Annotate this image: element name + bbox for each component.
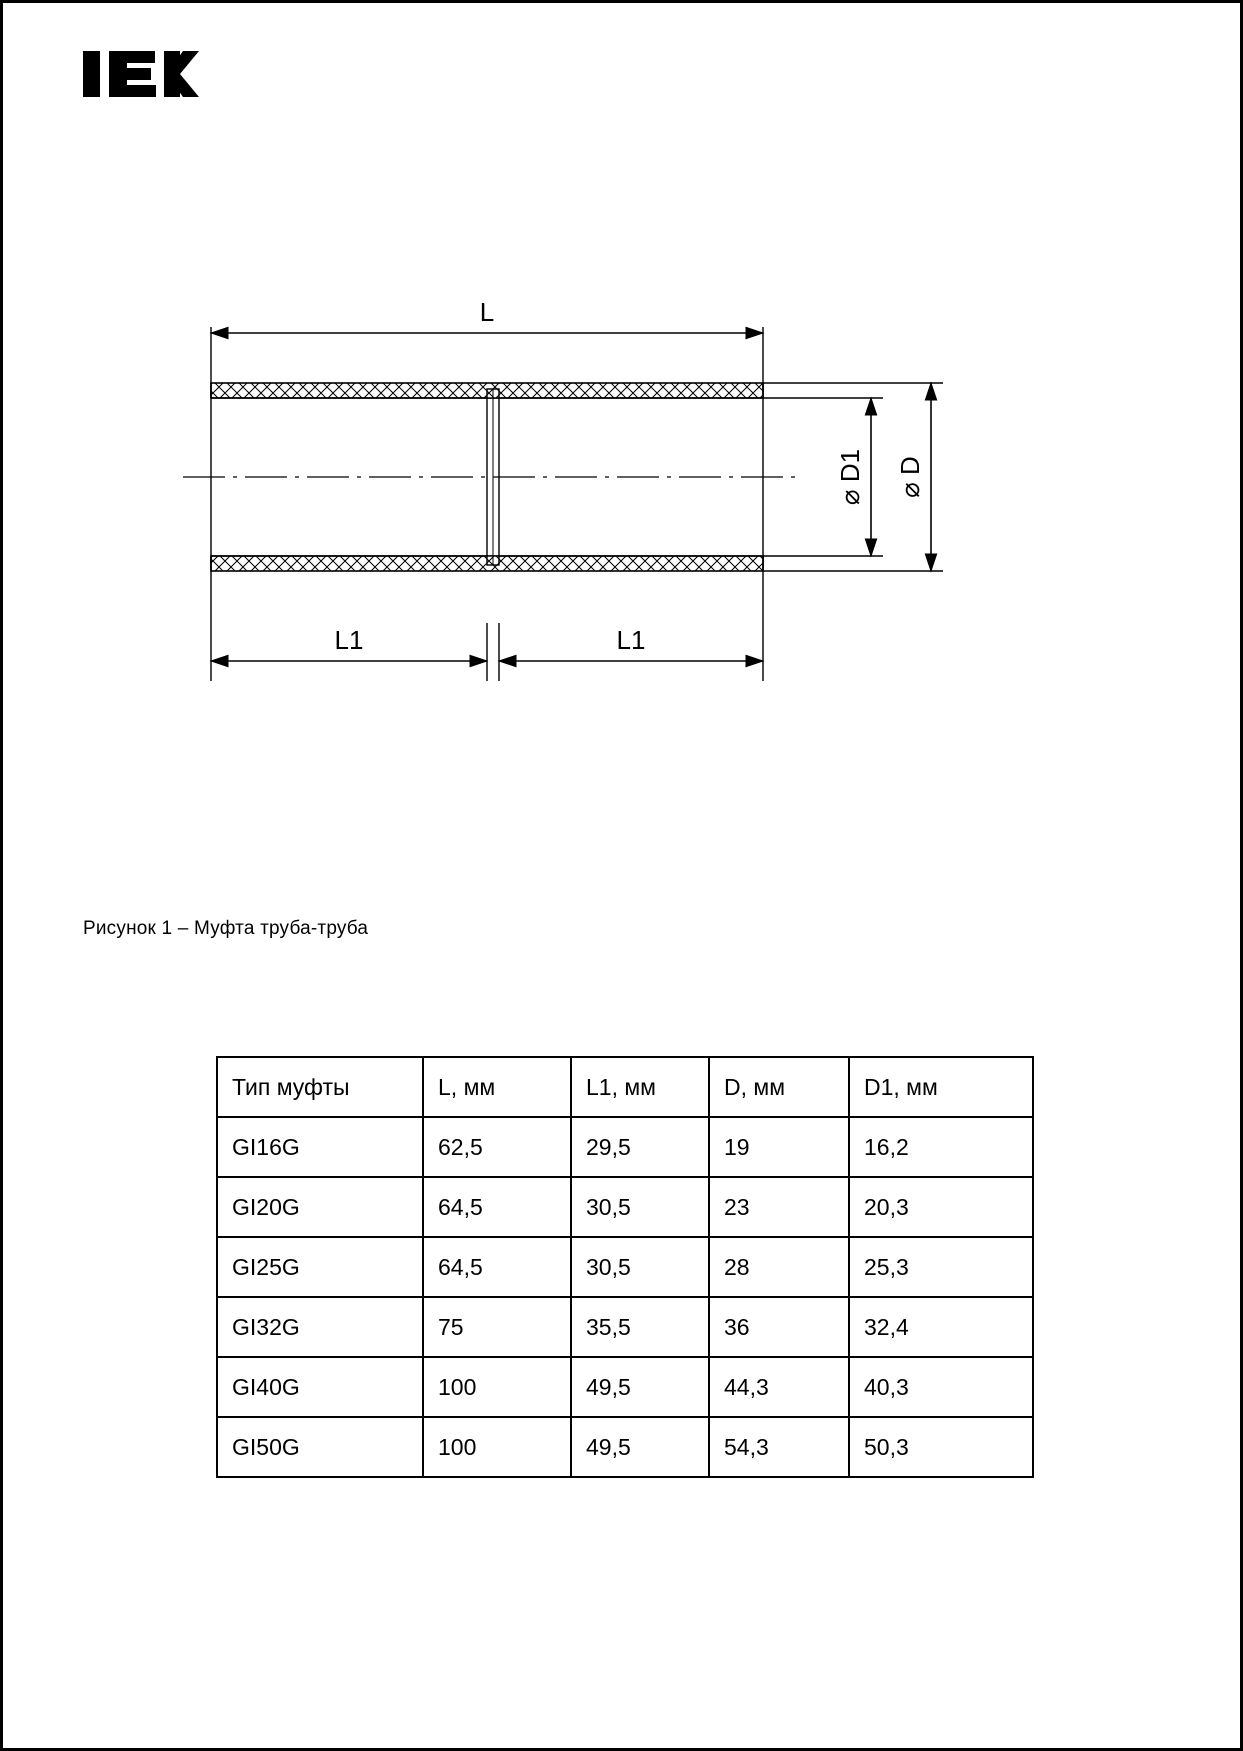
- dimension-label-L1-right: L1: [616, 625, 646, 655]
- cell-type: GI50G: [217, 1417, 423, 1477]
- cell-D1: 40,3: [849, 1357, 1033, 1417]
- column-header-D1: D1, мм: [849, 1057, 1033, 1117]
- cell-D: 19: [709, 1117, 849, 1177]
- dimension-label-L1-left: L1: [334, 625, 364, 655]
- cell-L1: 30,5: [571, 1237, 709, 1297]
- cell-L: 75: [423, 1297, 571, 1357]
- cell-L1: 49,5: [571, 1357, 709, 1417]
- specification-table: [216, 1056, 1034, 1478]
- table-row: [217, 1357, 1033, 1417]
- cell-D1: 25,3: [849, 1237, 1033, 1297]
- dimension-label-L: L: [479, 303, 495, 327]
- column-header-L1: L1, мм: [571, 1057, 709, 1117]
- cell-L1: 29,5: [571, 1117, 709, 1177]
- cell-D1: 32,4: [849, 1297, 1033, 1357]
- cell-L: 100: [423, 1417, 571, 1477]
- dimension-label-D1: ⌀ D1: [835, 448, 865, 506]
- cell-L: 64,5: [423, 1177, 571, 1237]
- cell-type: GI32G: [217, 1297, 423, 1357]
- cell-D1: 16,2: [849, 1117, 1033, 1177]
- cell-type: GI20G: [217, 1177, 423, 1237]
- table-header-row: [217, 1057, 1033, 1117]
- cell-D1: 20,3: [849, 1177, 1033, 1237]
- cell-D: 54,3: [709, 1417, 849, 1477]
- cell-D: 36: [709, 1297, 849, 1357]
- table-row: [217, 1177, 1033, 1237]
- table-row: [217, 1117, 1033, 1177]
- cell-L: 62,5: [423, 1117, 571, 1177]
- cell-D: 44,3: [709, 1357, 849, 1417]
- column-header-D: D, мм: [709, 1057, 849, 1117]
- cell-type: GI40G: [217, 1357, 423, 1417]
- table-row: [217, 1237, 1033, 1297]
- figure-caption: Рисунок 1 – Муфта труба-труба: [83, 918, 369, 939]
- table-row: [217, 1417, 1033, 1477]
- cell-L: 100: [423, 1357, 571, 1417]
- cell-D1: 50,3: [849, 1417, 1033, 1477]
- cell-D: 23: [709, 1177, 849, 1237]
- specification-table-container: [216, 1056, 1016, 1478]
- dimension-label-D: ⌀ D: [895, 456, 925, 498]
- cell-L1: 49,5: [571, 1417, 709, 1477]
- cell-D: 28: [709, 1237, 849, 1297]
- column-header-type: Тип муфты: [217, 1057, 423, 1117]
- coupling-technical-drawing: [123, 303, 1083, 723]
- cell-L: 64,5: [423, 1237, 571, 1297]
- table-row: [217, 1297, 1033, 1357]
- column-header-L: L, мм: [423, 1057, 571, 1117]
- cell-L1: 30,5: [571, 1177, 709, 1237]
- iek-logo: [83, 43, 203, 105]
- cell-type: GI25G: [217, 1237, 423, 1297]
- cell-L1: 35,5: [571, 1297, 709, 1357]
- cell-type: GI16G: [217, 1117, 423, 1177]
